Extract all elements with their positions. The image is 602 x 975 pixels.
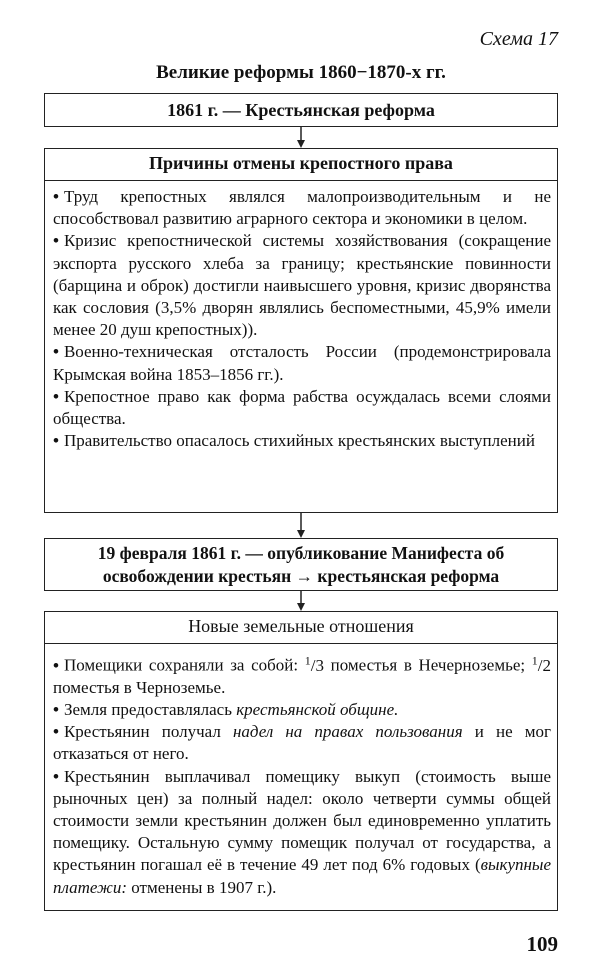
manifesto-box (44, 538, 558, 591)
list-item: • Кризис крепостнической системы хозяйствования (сокращение экспорта русского хлеба за границу; крестьянские повинности (барщина и оброк) достигли наивысшего уровня, кризис дворянства как сословия (3,5% дворян являлись беспоместными, 45,9% имели менее 20 душ крепостных)). (53, 231, 551, 340)
causes-heading: Причины отмены крепостного права (45, 149, 557, 181)
bullet-icon: • (53, 187, 59, 206)
list-item: • Труд крепостных являлся малопроизводительным и не способствовал развитию аграрного сектора и экономики в целом. (53, 187, 551, 229)
bullet-icon: • (53, 655, 59, 675)
land-relations-box (44, 611, 558, 911)
page-title: Великие реформы 1860−1870-х гг. (156, 62, 446, 83)
list-item: • Крепостное право как форма рабства осуждалась всеми слоями общества. (53, 386, 551, 429)
fraction-one-half: $^1$/2 (531, 653, 551, 675)
land-heading: Новые земельные отношения (45, 612, 557, 644)
arrow-down-icon (299, 127, 303, 148)
bullet-icon: • (53, 386, 59, 406)
causes-list (45, 181, 557, 452)
bullet-icon: • (53, 342, 59, 362)
list-item: • Земля предоставлялась крестьянской общине. (53, 700, 399, 720)
arrow-down-icon (299, 591, 303, 611)
manifesto-line2: освобождении крестьян → крестьянская реформа (102, 566, 500, 586)
arrow-right-icon: → (295, 566, 314, 586)
list-item: • Правительство опасалось стихийных крестьянских выступлений (53, 431, 535, 451)
bullet-icon: • (53, 231, 59, 251)
list-item: • Военно-техническая отсталость России (продемонстрировала Крымская война 1853–1856 гг.). (53, 342, 551, 384)
reform-box: 1861 г. — Крестьянская реформа (44, 93, 558, 127)
land-list (45, 644, 557, 899)
bullet-icon: • (53, 722, 59, 742)
fraction-one-third: $^1$/3 (304, 653, 324, 675)
causes-box (44, 148, 558, 513)
list-item: • Крестьянин получал надел на правах пользования и не мог отказаться от него. (53, 722, 551, 764)
list-item: • Крестьянин выплачивал помещику выкуп (стоимость выше рыночных цен) за полный надел: около четверти суммы общей стоимости земли крестьянин должен был единовременно уплатить помещику. Остальную сумму помещик получал от государства, а крестьянин погашал её в течение 49 лет под 6% годовых (выкупные платежи: отменены в 1907 г.). (53, 766, 551, 897)
manifesto-line1: 19 февраля 1861 г. — опубликование Манифеста об (97, 543, 505, 563)
bullet-icon: • (53, 700, 59, 720)
list-item: • Помещики сохраняли за собой: $^1$/3 поместья в Нечерноземье; $^1$/2 поместья в Черноземье. (53, 653, 551, 697)
bullet-icon: • (53, 431, 59, 451)
page-number: 109 (526, 932, 558, 956)
arrow-down-icon (299, 513, 303, 538)
scheme-label: Схема 17 (479, 28, 558, 50)
bullet-icon: • (53, 766, 59, 786)
